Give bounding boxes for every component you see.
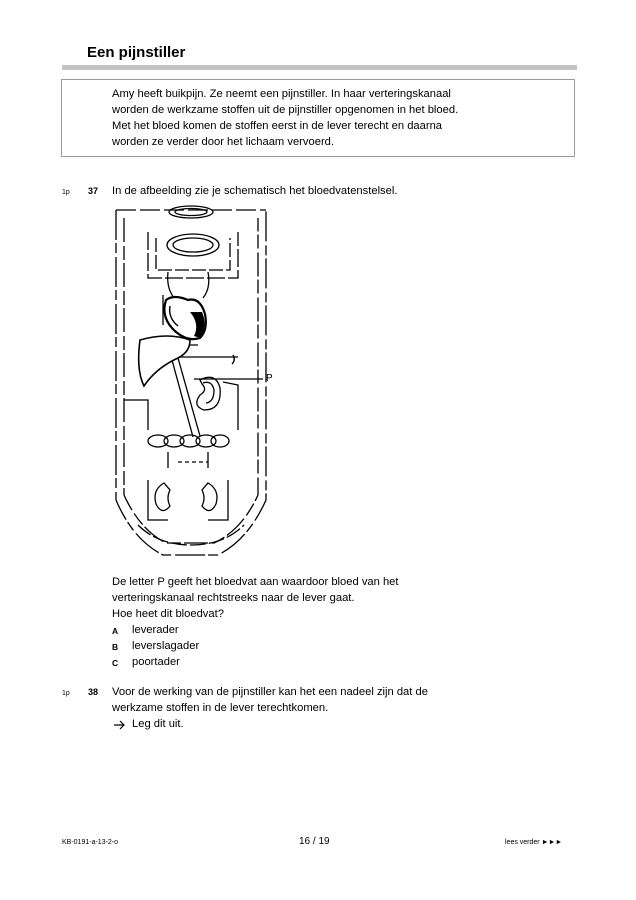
option-a-letter: A — [112, 626, 119, 636]
q37-points: 1p — [62, 189, 70, 196]
intro-line: worden ze verder door het lichaam vervoerd. — [112, 136, 334, 148]
q37-stem-line: Hoe heet dit bloedvat? — [112, 608, 224, 620]
q38-number: 38 — [88, 687, 99, 697]
page-title: Een pijnstiller — [87, 44, 186, 61]
option-c-text: poortader — [132, 656, 180, 668]
q37-stem-line: verteringskanaal rechtstreeks naar de lever gaat. — [112, 592, 355, 604]
q38-instruction: Leg dit uit. — [132, 718, 184, 730]
arrow-right-icon — [114, 720, 126, 730]
intro-line: Met het bloed komen de stoffen eerst in de lever terecht en daarna — [112, 120, 443, 132]
blood-vessel-diagram — [108, 200, 278, 570]
title-divider — [62, 65, 577, 70]
footer-continue: lees verder ►►► — [505, 839, 563, 846]
intro-line: Amy heeft buikpijn. Ze neemt een pijnstiller. In haar verteringskanaal — [112, 88, 451, 100]
q38-line: Voor de werking van de pijnstiller kan het een nadeel zijn dat de — [112, 686, 428, 698]
option-b-letter: B — [112, 642, 119, 652]
figure-label-p: P — [266, 373, 273, 384]
intro-line: worden de werkzame stoffen uit de pijnstiller opgenomen in het bloed. — [112, 104, 459, 116]
option-a-text: leverader — [132, 624, 179, 636]
q37-intro: In de afbeelding zie je schematisch het bloedvatenstelsel. — [112, 185, 398, 197]
q38-line: werkzame stoffen in de lever terechtkomen. — [112, 702, 329, 714]
q38-points: 1p — [62, 690, 70, 697]
q37-number: 37 — [88, 186, 99, 196]
option-b-text: leverslagader — [132, 640, 200, 652]
footer-code: KB-0191-a-13-2-o — [62, 839, 119, 846]
q37-stem-line: De letter P geeft het bloedvat aan waardoor bloed van het — [112, 576, 399, 588]
option-c-letter: C — [112, 658, 119, 668]
footer-page-number: 16 / 19 — [299, 836, 330, 847]
